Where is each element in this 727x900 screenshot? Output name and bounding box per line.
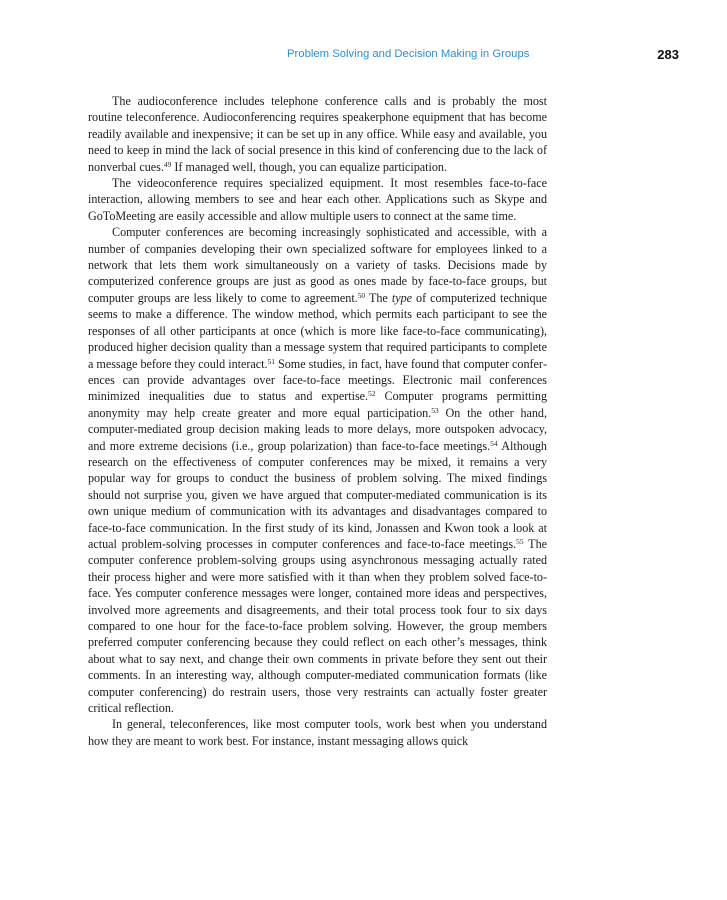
text-run: Some studies, in fact, have found that computer conferences can provide advantages over face-to-face meetings. Electronic mail conferences minimized inequalities due to status and expertise. [88,356,547,404]
page-number: 283 [657,47,679,62]
footnote-ref: 49 [163,159,172,169]
running-head: Problem Solving and Decision Making in Groups [287,48,530,60]
footnote-ref: 52 [368,389,376,399]
text-run: of computerized technique seems to make a difference. The window method, which permits each participant to see the responses of all other participants at once (which is more like face-to-face communicating), produced higher decision quality than a message system that required participants to complete a message before they could interact. [88,290,547,371]
paragraph-audioconference [88,93,547,175]
body-text [88,93,547,749]
footnote-ref: 50 [357,290,366,300]
text-run: The audioconference includes telephone conference calls and is probably the most routine teleconference. Audioconferencing requires speakerphone equipment that has become readily available and inexpensive; it can be set up in any office. While easy and available, you need to keep in mind the lack of social presence in this kind of conferencing due to the lack of nonverbal cues. [88,94,547,174]
text-run: Although research on the effectiveness of computer conferences may be mixed, it remains a very popular way for groups to conduct the business of problem solving. The mixed findings should not surprise you, given we have argued that computer-mediated communication is its own unique medium of communication with its advantages and disadvantages compared to face-to-face communication. In the first study of its kind, Jonassen and Kwon took a look at actual problem-solving processes in computer conferences and face-to-face meetings. [88,438,547,551]
paragraph-computer-conferences [88,224,547,716]
footnote-ref: 55 [516,536,524,546]
text-run: In general, teleconferences, like most computer tools, work best when you understand how they are meant to work best. For instance, instant messaging allows quick [88,717,547,748]
footnote-ref: 51 [267,356,275,366]
text-run: Computer programs permitting anonymity may help create greater and more equal participation. [88,389,548,420]
footnote-ref: 53 [431,405,439,415]
text-run: The computer conference problem-solving groups using asynchronous messaging actually rated their process higher and were more satisfied with it than when they problem solved face-to-face. Yes computer conference messages were longer, contained more ideas and perspectives, involved more agreements and disagreements, and their total process took four to six days compared to one hour for the face-to-face problem solving. However, the group members preferred computer conferencing because they could reflect on each other’s messages, think about what to say next, and change their own comments in private before they sent out their comments. In an interesting way, although computer-mediated communication formats (like computer conferencing) do restrain users, those very restraints can actually foster greater critical reflection. [88,536,547,716]
text-run: The [365,290,392,305]
text-run: Computer conferences are becoming increasingly sophisticated and accessible, with a number of companies developing their own specialized software for employees linked to a network that lets them work simultaneously on a variety of tasks. Decisions made by computerized conference groups are just as good as ones made by face-to-face groups, but computer groups are less likely to come to agreement. [88,225,547,305]
paragraph-videoconference [88,175,547,224]
footnote-ref: 54 [490,438,498,448]
emphasis: type [391,290,412,305]
paragraph-in-general [88,716,547,749]
text-run: If managed well, though, you can equalize participation. [171,159,447,174]
text-run: The videoconference requires specialized equipment. It most resembles face-to-face interaction, allowing members to see and hear each other. Applications such as Skype and GoToMeeting are easily accessible and allow multiple users to connect at the same time. [88,176,547,223]
text-run: On the other hand, computer-mediated group decision making leads to more delays, more outspoken advocacy, and more extreme decisions (i.e., group polarization) than face-to-face meetings. [88,405,547,453]
